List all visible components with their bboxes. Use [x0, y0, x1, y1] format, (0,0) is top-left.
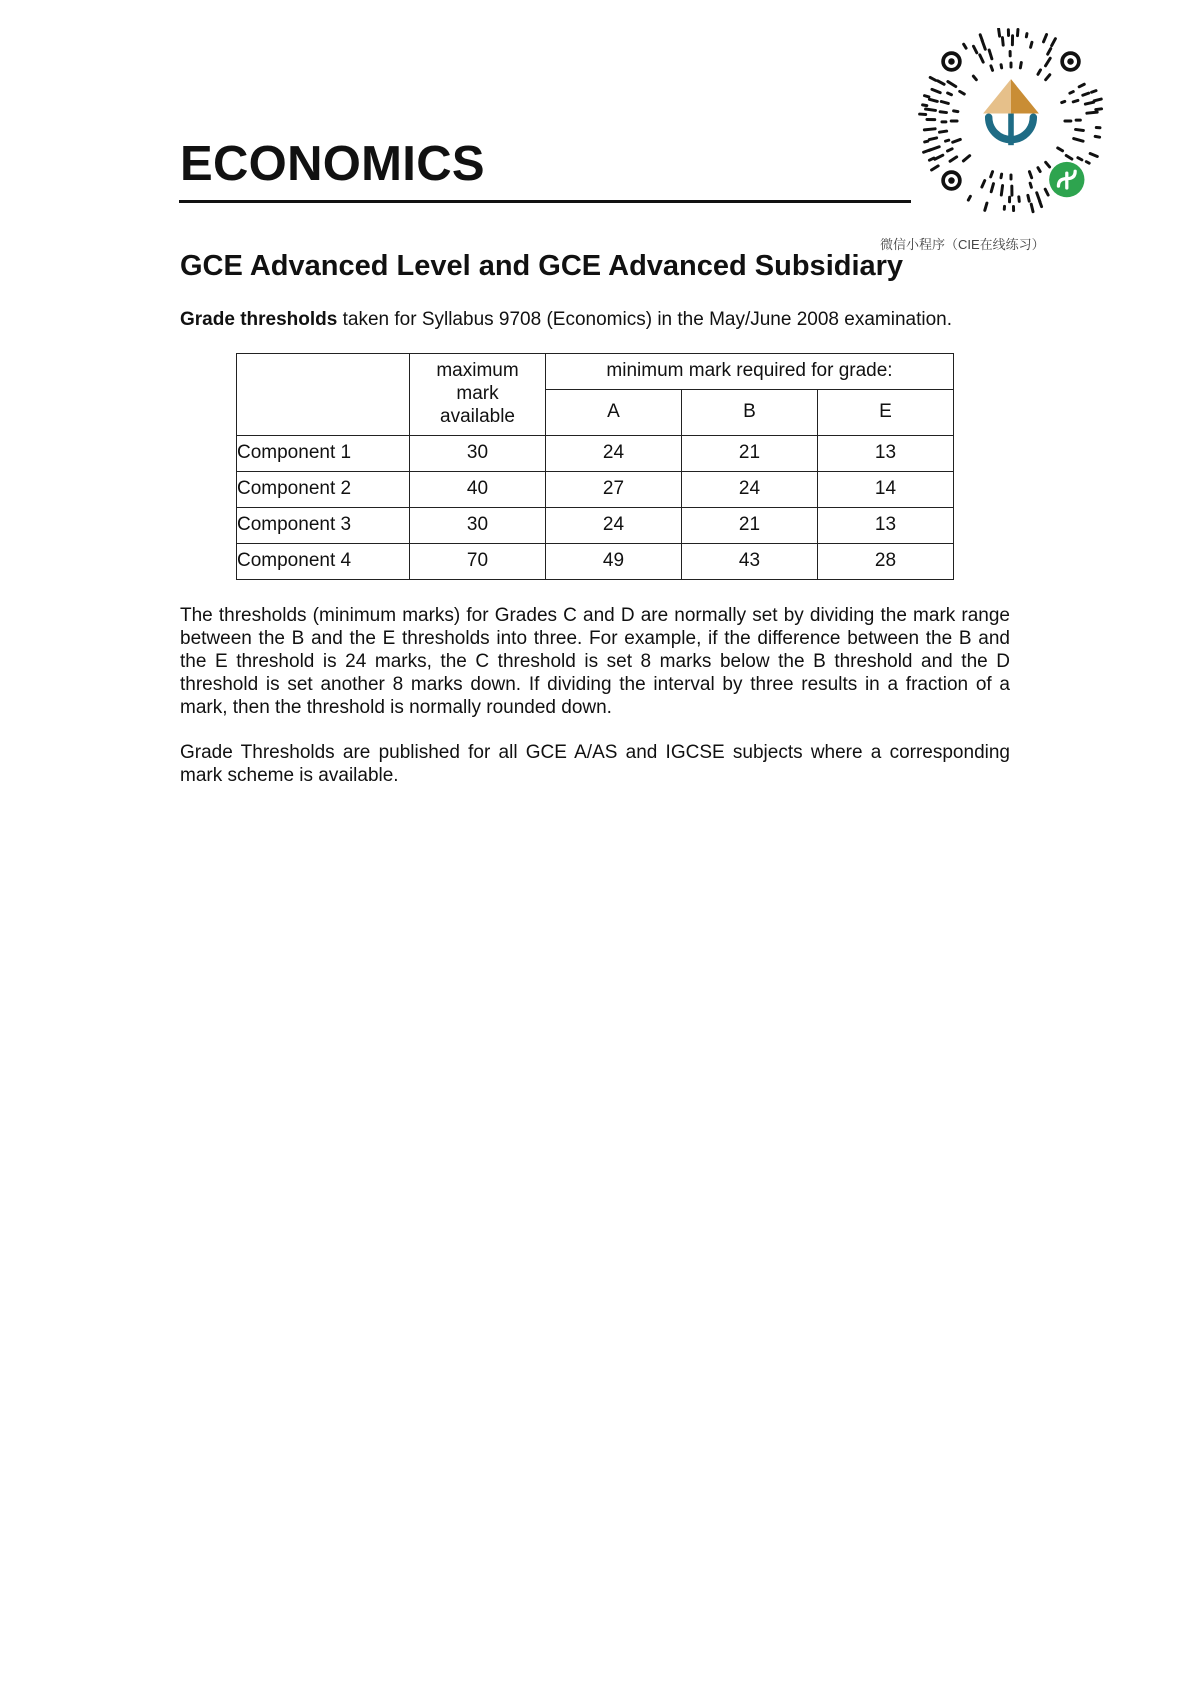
- section-subtitle: GCE Advanced Level and GCE Advanced Subsidiary: [180, 250, 904, 282]
- max-mark-cell: 40: [410, 472, 546, 508]
- table-row: [237, 544, 954, 580]
- grade-b-cell: 24: [682, 472, 818, 508]
- grade-header-e: E: [818, 390, 954, 436]
- grade-header-b: B: [682, 390, 818, 436]
- max-mark-cell: 70: [410, 544, 546, 580]
- mini-program-logo-icon: [1049, 162, 1084, 197]
- grade-a-cell: 24: [546, 508, 682, 544]
- table-row: [237, 508, 954, 544]
- publication-note-paragraph: Grade Thresholds are published for all GCE A/AS and IGCSE subjects where a corresponding mark scheme is available.: [180, 742, 1010, 786]
- grade-threshold-table: [236, 353, 954, 580]
- grade-b-cell: 21: [682, 508, 818, 544]
- intro-sentence: [180, 309, 952, 332]
- min-mark-header: minimum mark required for grade:: [546, 354, 954, 390]
- intro-rest: taken for Syllabus 9708 (Economics) in the May/June 2008 examination.: [337, 309, 952, 330]
- grade-header-a: A: [546, 390, 682, 436]
- component-label: Component 3: [237, 508, 410, 544]
- component-label: Component 1: [237, 436, 410, 472]
- component-label: Component 4: [237, 544, 410, 580]
- threshold-explanation-paragraph: The thresholds (minimum marks) for Grades C and D are normally set by dividing the mark range between the B and the E thresholds into three. For example, if the difference between the B and the E threshold is 24 marks, the C threshold is set 8 marks below the B threshold and the D threshold is set another 8 marks down. If dividing the interval by three results in a fraction of a mark, then the threshold is normally rounded down.: [180, 605, 1010, 718]
- max-mark-cell: 30: [410, 436, 546, 472]
- grade-a-cell: 27: [546, 472, 682, 508]
- component-label: Component 2: [237, 472, 410, 508]
- max-mark-header: maximum mark available: [410, 354, 546, 436]
- qr-caption: 微信小程序（CIE在线练习）: [880, 237, 1045, 252]
- table-row: [237, 436, 954, 472]
- grade-a-cell: 24: [546, 436, 682, 472]
- table-row: [237, 472, 954, 508]
- wechat-mini-program-code-icon: [918, 28, 1104, 214]
- grade-e-cell: 14: [818, 472, 954, 508]
- grade-e-cell: 13: [818, 436, 954, 472]
- title-underline: [179, 200, 911, 203]
- grade-b-cell: 43: [682, 544, 818, 580]
- page-title: ECONOMICS: [180, 137, 485, 191]
- empty-corner-cell: [237, 354, 410, 436]
- max-mark-cell: 30: [410, 508, 546, 544]
- grade-e-cell: 13: [818, 508, 954, 544]
- grade-b-cell: 21: [682, 436, 818, 472]
- grade-a-cell: 49: [546, 544, 682, 580]
- intro-bold-lead: Grade thresholds: [180, 309, 338, 330]
- grade-e-cell: 28: [818, 544, 954, 580]
